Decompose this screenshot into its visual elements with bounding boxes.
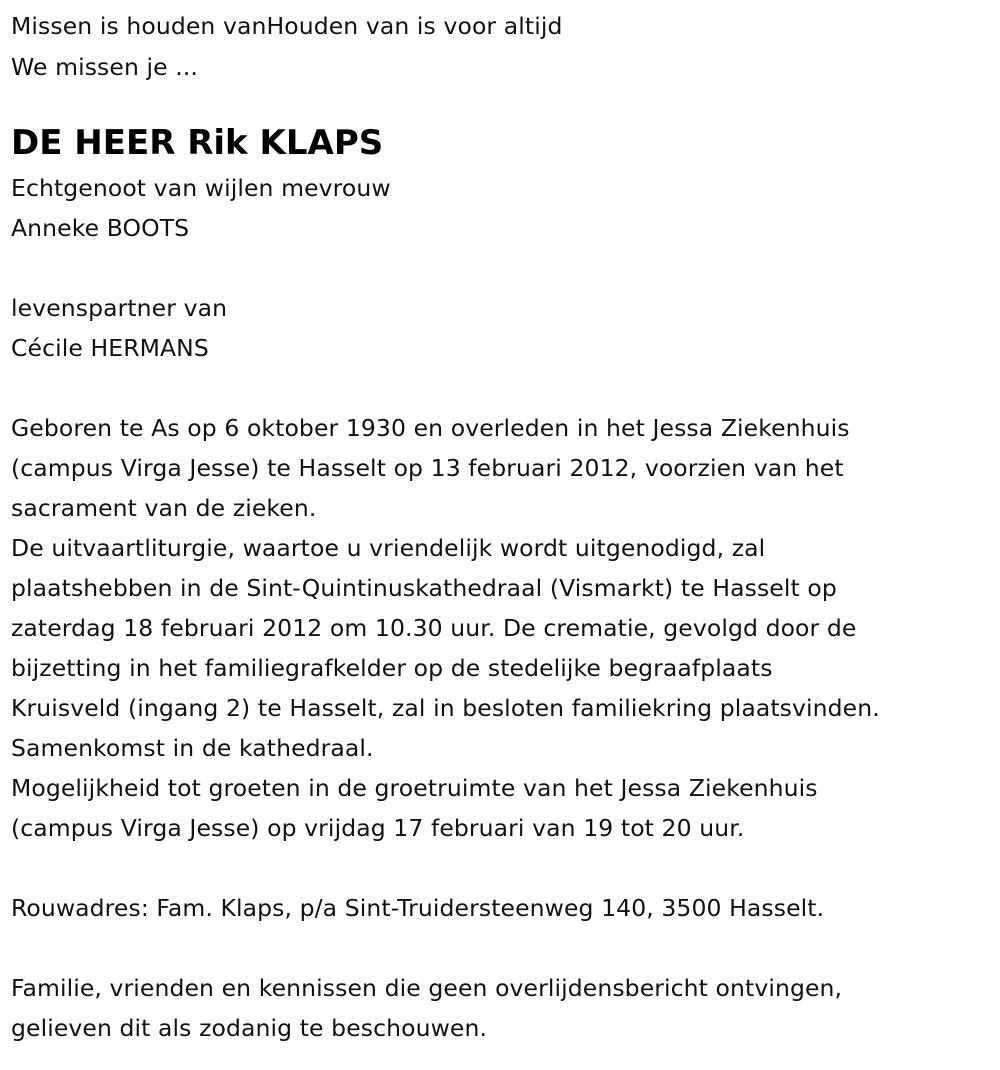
spacer	[11, 248, 1000, 288]
body-line: sacrament van de zieken.	[11, 494, 317, 522]
body-line: bijzetting in het familiegrafkelder op de stedelijke begraafplaats	[11, 654, 773, 682]
intro-line-2: We missen je ...	[11, 53, 198, 81]
spouse-line-1: Echtgenoot van wijlen mevrouw	[11, 174, 391, 202]
body-line: (campus Virga Jesse) op vrijdag 17 februari van 19 tot 20 uur.	[11, 814, 745, 842]
body-line: Geboren te As op 6 oktober 1930 en overleden in het Jessa Ziekenhuis	[11, 414, 850, 442]
spacer	[11, 848, 1000, 888]
body-line: (campus Virga Jesse) te Hasselt op 13 februari 2012, voorzien van het	[11, 454, 844, 482]
closing-line-1: Familie, vrienden en kennissen die geen overlijdensbericht ontvingen,	[11, 974, 843, 1002]
body-line: Mogelijkheid tot groeten in de groetruimte van het Jessa Ziekenhuis	[11, 774, 818, 802]
body-line: zaterdag 18 februari 2012 om 10.30 uur. De crematie, gevolgd door de	[11, 614, 857, 642]
body-line: Kruisveld (ingang 2) te Hasselt, zal in besloten familiekring plaatsvinden.	[11, 694, 880, 722]
spacer	[11, 928, 1000, 968]
spacer	[11, 368, 1000, 408]
partner-line-1: levenspartner van	[11, 294, 228, 322]
deceased-name-heading: DE HEER Rik KLAPS	[11, 123, 384, 163]
mourning-address: Rouwadres: Fam. Klaps, p/a Sint-Truidersteenweg 140, 3500 Hasselt.	[11, 894, 825, 922]
body-paragraph	[11, 408, 1000, 848]
intro-line-1: Missen is houden vanHouden van is voor altijd	[11, 12, 563, 40]
closing-line-2: gelieven dit als zodanig te beschouwen.	[11, 1014, 488, 1042]
partner-name: Cécile HERMANS	[11, 334, 209, 362]
body-line: plaatshebben in de Sint-Quintinuskathedraal (Vismarkt) te Hasselt op	[11, 574, 837, 602]
body-line: De uitvaartliturgie, waartoe u vriendelijk wordt uitgenodigd, zal	[11, 534, 766, 562]
body-line: Samenkomst in de kathedraal.	[11, 734, 374, 762]
spouse-name: Anneke BOOTS	[11, 214, 190, 242]
